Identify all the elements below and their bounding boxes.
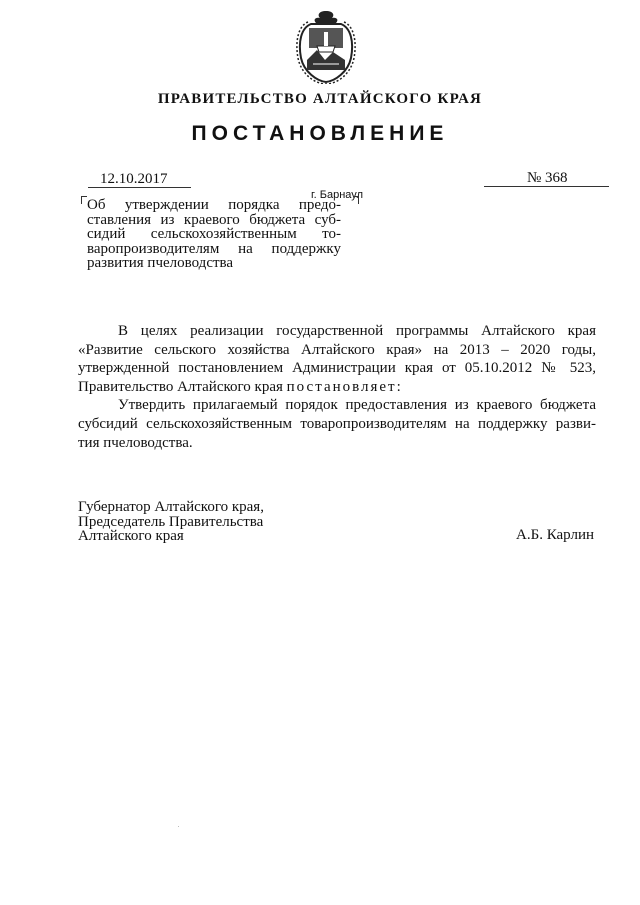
document-subject	[87, 198, 341, 271]
body-line: Утвердить прилагаемый порядок предоставления из краевого бюджета	[118, 397, 596, 414]
signatory-name: А.Б. Карлин	[516, 527, 595, 543]
body-line: тия пчеловодства.	[78, 434, 193, 451]
coat-of-arms-icon	[295, 8, 357, 84]
subject-line: варопроизводителям на поддержку	[87, 240, 341, 257]
subject-line: Об утверждении порядка предо-	[87, 197, 341, 213]
number-underline	[484, 186, 609, 187]
organization-name: ПРАВИТЕЛЬСТВО АЛТАЙСКОГО КРАЯ	[157, 91, 483, 107]
subject-line: развития пчеловодства	[87, 255, 234, 272]
body-line: В целях реализации государственной программы Алтайского края	[118, 323, 596, 339]
body-line: утвержденной постановлением Администрации края от 05.10.2012 № 523,	[78, 360, 596, 377]
document-body	[78, 322, 596, 452]
document-number: № 368	[527, 170, 568, 186]
signatory-title	[78, 500, 264, 544]
city: г. Барнаул	[311, 189, 363, 201]
body-line	[78, 378, 596, 397]
subject-line: ставления из краевого бюджета суб-	[87, 211, 341, 228]
subject-line: сидий сельскохозяйственным то-	[87, 226, 341, 243]
document-type: ПОСТАНОВЛЕНИЕ	[191, 122, 449, 145]
scan-speck	[178, 826, 179, 827]
resolution-keyword: постановляет:	[286, 378, 403, 395]
body-line: «Развитие сельского хозяйства Алтайского края» на 2013 – 2020 годы,	[78, 341, 596, 358]
body-text: Правительство Алтайского края	[78, 378, 287, 395]
body-line: субсидий сельскохозяйственным товаропроизводителям на поддержку разви-	[78, 415, 596, 432]
signatory-title-line: Алтайского края	[78, 528, 184, 544]
subject-bracket-right	[353, 196, 359, 204]
signatory-title-line: Председатель Правительства	[78, 513, 264, 530]
signatory-title-line: Губернатор Алтайского края,	[78, 499, 264, 515]
document-date: 12.10.2017	[100, 171, 168, 187]
date-underline	[88, 187, 191, 188]
